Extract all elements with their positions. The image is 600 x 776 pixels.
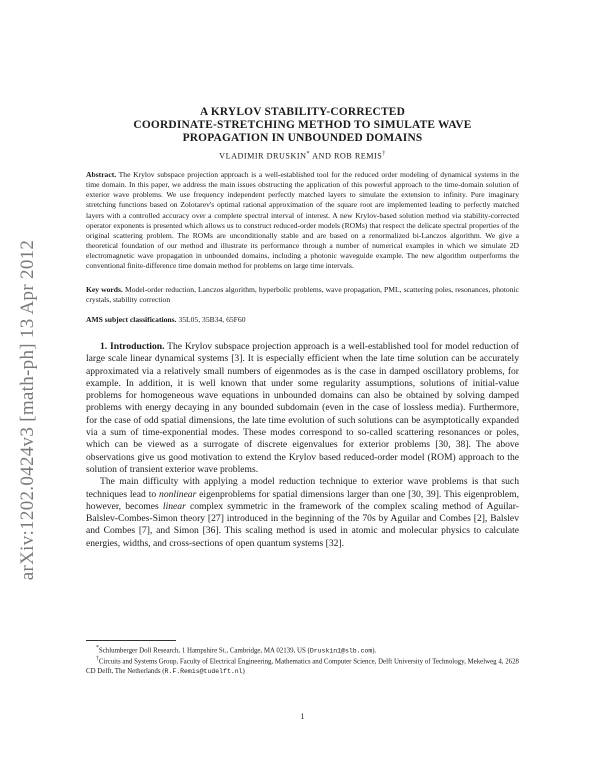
paper-title xyxy=(86,106,519,145)
keywords-text: Model-order reduction, Lanczos algorithm, hyperbolic problems, wave propagation, PML, scattering poles, resonances, photonic crystals, stability correction xyxy=(86,285,519,305)
introduction-section xyxy=(86,341,519,550)
author-remis-footnote-mark: † xyxy=(382,151,386,157)
intro-paragraph-1 xyxy=(86,341,519,476)
author-connector: AND xyxy=(312,151,332,161)
abstract xyxy=(86,170,519,272)
abstract-label: Abstract. xyxy=(86,170,117,179)
ams-label: AMS subject classifications. xyxy=(86,315,177,324)
ams-classifications xyxy=(86,315,519,325)
footnote-2-end: ) xyxy=(242,667,245,675)
title-line-1: A KRYLOV STABILITY-CORRECTED xyxy=(199,106,405,118)
title-line-3: PROPAGATION IN UNBOUNDED DOMAINS xyxy=(182,132,423,144)
footnote-2-email[interactable]: R.F.Remis@tudelft.nl xyxy=(164,667,243,675)
footnotes xyxy=(86,644,519,676)
author-druskin: VLADIMIR DRUSKIN xyxy=(219,151,307,161)
arxiv-identifier-stamp xyxy=(8,170,48,650)
intro-p2-part-2: eigenproblems for spatial dimensions larger than one [30, 39]. This eigenproblem, however, becomes xyxy=(86,488,520,512)
footnote-remis xyxy=(86,655,519,675)
author-remis: ROB REMIS xyxy=(333,151,383,161)
author-line xyxy=(86,151,519,161)
arxiv-stamp-text: arXiv:1202.0424v3 [math-ph] 13 Apr 2012 xyxy=(17,239,38,581)
keywords-label: Key words. xyxy=(86,285,123,294)
author-druskin-footnote-mark: * xyxy=(306,151,311,157)
footnote-druskin xyxy=(86,644,519,655)
footnote-1-text: Schlumberger Doll Research, 1 Hampshire St., Cambridge, MA 02139, US ( xyxy=(98,647,310,655)
intro-p2-emphasis-nonlinear: nonlinear xyxy=(159,488,197,500)
intro-p2-part-1: The main difficulty with applying a model reduction technique to exterior wave problems is that such techniques lead to xyxy=(86,476,519,500)
footnote-1-mark: * xyxy=(96,645,99,651)
title-line-2: COORDINATE-STRETCHING METHOD TO SIMULATE WAVE xyxy=(133,119,472,131)
intro-paragraph-1-text: The Krylov subspace projection approach is a well-established tool for model reduction of large scale linear dynamical systems [3]. It is especially efficient when the late time solution can be accurately approximated via a relatively small numbers of eigenmodes as is the case in damped oscillatory problems, for example. In addition, it is well known that under some regularity assumptions, solutions of initial-value problems for homogeneous wave equations in unbounded domains can also be obtained by solving damped problems with energy decaying in any bounded subdomain (even in the case of lossless media). Furthermore, for the case of odd spatial dimensions, the late time evolution of such solutions can be asymptotically expanded via a sum of time-exponential modes. These modes correspond to so-called scattering resonances or poles, which can be viewed as a surrogate of discrete eigenvalues for exterior problems [30, 38]. The above observations give us good motivation to extend the Krylov based reduced-order model (ROM) approach to the solution of transient exterior wave problems. xyxy=(86,341,520,475)
ams-text: 35L05, 35B34, 65F60 xyxy=(178,315,246,324)
page-number: 1 xyxy=(300,712,305,721)
section-heading: 1. Introduction. xyxy=(100,341,165,352)
footnote-rule xyxy=(86,640,176,641)
intro-paragraph-2 xyxy=(86,476,519,550)
footnote-1-email[interactable]: Druskin1@slb.com xyxy=(309,647,373,655)
intro-p2-part-3: complex symmetric in the framework of the complex scaling method of Aguilar-Balslev-Combes-Simon theory [27] introduced in the beginning of the 70s by Aguilar and Combes [2], Balslev and Combes [7], and Simon [36]. This scaling method is used in atomic and molecular physics to calculate energies, widths, and cross-sections of open quantum systems [32]. xyxy=(86,500,519,549)
footnote-1-end: ). xyxy=(372,647,377,655)
intro-p2-emphasis-linear: linear xyxy=(162,500,186,512)
footnote-2-text: Circuits and Systems Group, Faculty of Electrical Engineering, Mathematics and Computer Science, Delft University of Technology, Mekelweg 4, 2628 CD Delft, The Netherlands ( xyxy=(86,658,520,675)
keywords xyxy=(86,285,519,305)
abstract-text: The Krylov subspace projection approach is a well-established tool for the reduced order modeling of dynamical systems in the time domain. In this paper, we address the main issues obstructing the application of this powerful approach to the time-domain solution of exterior wave problems. We use frequency independent perfectly matched layers to simulate the extension to infinity. Pure imaginary stretching functions based on Zolotarev's optimal rational approximation of the square root are implemented leading to perfectly matched layers with a controlled accuracy over a complete spectral interval of interest. A new Krylov-based solution method via stability-corrected operator exponents is presented which allows us to construct reduced-order models (ROMs) that respect the delicate spectral properties of the original scattering problem. The ROMs are unconditionally stable and are based on a renormalized bi-Lanczos algorithm. We give a theoretical foundation of our method and illustrate its performance through a number of numerical examples in which we simulate 2D electromagnetic wave propagation in unbounded domains, including a photonic waveguide example. The new algorithm outperforms the conventional finite-difference time domain method for problems on large time intervals. xyxy=(86,170,519,271)
footnote-2-mark: † xyxy=(96,656,99,663)
